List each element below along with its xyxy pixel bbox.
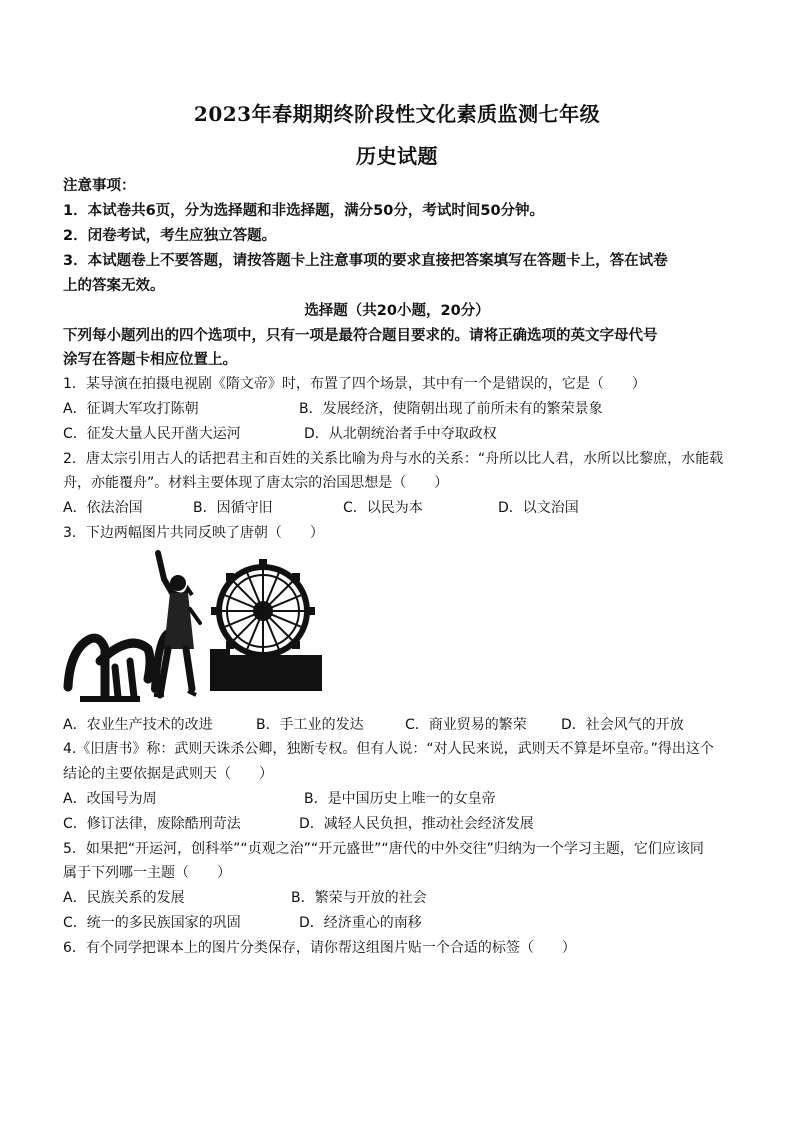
question-4-stem: 4.《旧唐书》称：武则天诛杀公卿，独断专权。但有人说：“对人民来说，武则天不算是坏皇帝。”得出这个 xyxy=(63,741,714,757)
question-2-option-b: B．因循守旧 xyxy=(193,500,273,516)
question-4-stem: 结论的主要依据是武则天（ ） xyxy=(63,766,273,782)
section-heading: 选择题（共20小题，20分） xyxy=(304,303,490,319)
question-6-stem: 6．有个同学把课本上的图片分类保存，请你帮这组图片贴一个合适的标签（ ） xyxy=(63,940,576,956)
question-3-stem: 3．下边两幅图片共同反映了唐朝（ ） xyxy=(63,525,324,541)
question-5-option-c: C．统一的多民族国家的巩固 xyxy=(63,915,241,931)
notes-heading: 注意事项： xyxy=(63,178,136,194)
question-5-option-b: B．繁荣与开放的社会 xyxy=(291,890,427,906)
note-item: 2．闭卷考试，考生应独立答题。 xyxy=(63,228,277,244)
question-2-option-c: C．以民为本 xyxy=(343,500,423,516)
note-item: 上的答案无效。 xyxy=(63,278,165,294)
question-4-option-d: D．减轻人民负担，推动社会经济发展 xyxy=(299,816,534,832)
question-5-option-a: A．民族关系的发展 xyxy=(63,890,185,906)
question-4-option-c: C．修订法律，废除酷刑苛法 xyxy=(63,816,241,832)
question-3-option-c: C．商业贸易的繁荣 xyxy=(405,717,527,733)
question-4-option-b: B．是中国历史上唯一的女皇帝 xyxy=(304,791,496,807)
question-2-stem: 舟，亦能覆舟”。材料主要体现了唐太宗的治国思想是（ ） xyxy=(63,475,449,491)
question-3-option-a: A．农业生产技术的改进 xyxy=(63,717,213,733)
question-5-stem: 5．如果把“开运河，创科举”“贞观之治”“开元盛世”“唐代的中外交往”归纳为一个学习主题，它们应该同 xyxy=(63,841,704,857)
question-1-option-c: C．征发大量人民开凿大运河 xyxy=(63,426,241,442)
dancer-figure-image xyxy=(68,553,200,699)
question-3-option-d: D．社会风气的开放 xyxy=(561,717,684,733)
note-item: 1．本试卷共6页，分为选择题和非选择题，满分50分，考试时间50分钟。 xyxy=(63,203,545,219)
exam-subtitle: 历史试题 xyxy=(356,144,438,168)
question-5-stem: 属于下列哪一主题（ ） xyxy=(63,865,231,881)
question-3-option-b: B．手工业的发达 xyxy=(256,717,364,733)
question-3-figure xyxy=(60,549,330,705)
question-2-stem: 2．唐太宗引用古人的话把君主和百姓的关系比喻为舟与水的关系：“舟所以比人君，水所以比黎庶，水能载 xyxy=(63,451,724,467)
question-4-option-a: A．改国号为周 xyxy=(63,791,157,807)
question-1-option-b: B．发展经济，使隋朝出现了前所未有的繁荣景象 xyxy=(299,401,603,417)
question-2-option-a: A．依法治国 xyxy=(63,500,143,516)
question-1-stem: 1．某导演在拍摄电视剧《隋文帝》时，布置了四个场景，其中有一个是错误的，它是（ ） xyxy=(63,376,646,392)
question-5-option-d: D．经济重心的南移 xyxy=(299,915,422,931)
question-1-option-a: A．征调大军攻打陈朝 xyxy=(63,401,199,417)
section-instruction: 涂写在答题卡相应位置上。 xyxy=(63,352,237,368)
question-2-option-d: D．以文治国 xyxy=(498,500,579,516)
section-instruction: 下列每小题列出的四个选项中，只有一项是最符合题目要求的。请将正确选项的英文字母代号 xyxy=(63,328,658,344)
waterwheel-image xyxy=(210,559,322,691)
question-1-option-d: D．从北朝统治者手中夺取政权 xyxy=(304,426,497,442)
exam-title: 2023年春期期终阶段性文化素质监测七年级 xyxy=(193,102,601,126)
note-item: 3．本试题卷上不要答题，请按答题卡上注意事项的要求直接把答案填写在答题卡上，答在试卷 xyxy=(63,253,668,269)
